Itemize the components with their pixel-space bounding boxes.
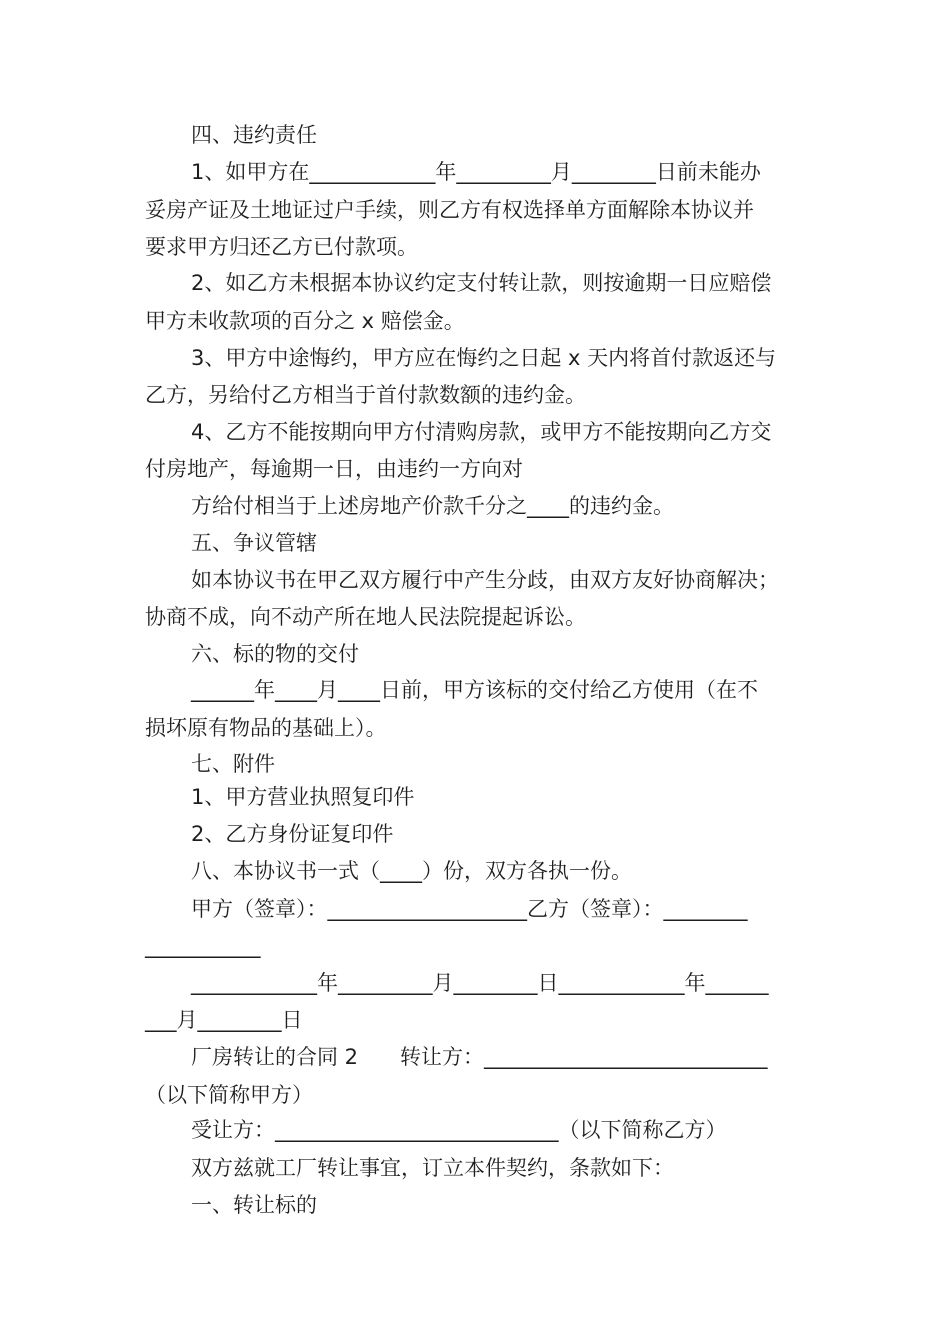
text-line: 2、如乙方未根据本协议约定支付转让款，则按逾期一日应赔偿	[191, 271, 772, 295]
text-line: ______年____月____日前，甲方该标的交付给乙方使用（在不	[191, 678, 758, 702]
list-item: 1、甲方营业执照复印件	[191, 785, 415, 809]
date-line: ____________年_________月________日____________年______	[191, 971, 769, 995]
signature-line: ___________	[145, 934, 261, 958]
section-heading: 六、标的物的交付	[191, 642, 359, 666]
text-line: 3、甲方中途悔约，甲方应在悔约之日起 x 天内将首付款返还与	[191, 346, 777, 370]
section-heading: 一、转让标的	[191, 1193, 317, 1217]
signature-line: 甲方（签章）：___________________乙方（签章）：________	[191, 897, 748, 921]
section-heading: 五、争议管辖	[191, 531, 317, 555]
text-line: 受让方：___________________________（以下简称乙方）	[191, 1118, 727, 1142]
text-line: 4、乙方不能按期向甲方付清购房款，或甲方不能按期向乙方交	[191, 420, 772, 444]
section-heading: 八、本协议书一式（____）份，双方各执一份。	[191, 859, 632, 883]
text-line: 乙方，另给付乙方相当于首付款数额的违约金。	[145, 383, 586, 407]
text-line: 双方兹就工厂转让事宜，订立本件契约，条款如下：	[191, 1156, 674, 1180]
text-line: 损坏原有物品的基础上）。	[145, 716, 387, 740]
text-line: 付房地产，每逾期一日，由违约一方向对	[145, 457, 523, 481]
section-heading: 四、违约责任	[191, 123, 317, 147]
text-line: 甲方未收款项的百分之 x 赔偿金。	[145, 309, 465, 333]
date-line: ___月________日	[145, 1008, 303, 1032]
text-line: （以下简称甲方）	[145, 1083, 313, 1107]
text-line: 协商不成，向不动产所在地人民法院提起诉讼。	[145, 605, 586, 629]
text-line: 1、如甲方在____________年_________月________日前未能办	[191, 160, 761, 184]
text-line: 方给付相当于上述房地产价款千分之____的违约金。	[191, 494, 674, 518]
section-heading: 七、附件	[191, 752, 275, 776]
list-item: 2、乙方身份证复印件	[191, 822, 394, 846]
text-line: 如本协议书在甲乙双方履行中产生分歧，由双方友好协商解决；	[191, 568, 779, 592]
text-line: 要求甲方归还乙方已付款项。	[145, 235, 418, 259]
contract-title: 厂房转让的合同 2 转让方：___________________________	[191, 1045, 768, 1069]
text-line: 妥房产证及土地证过户手续，则乙方有权选择单方面解除本协议并	[145, 198, 754, 222]
